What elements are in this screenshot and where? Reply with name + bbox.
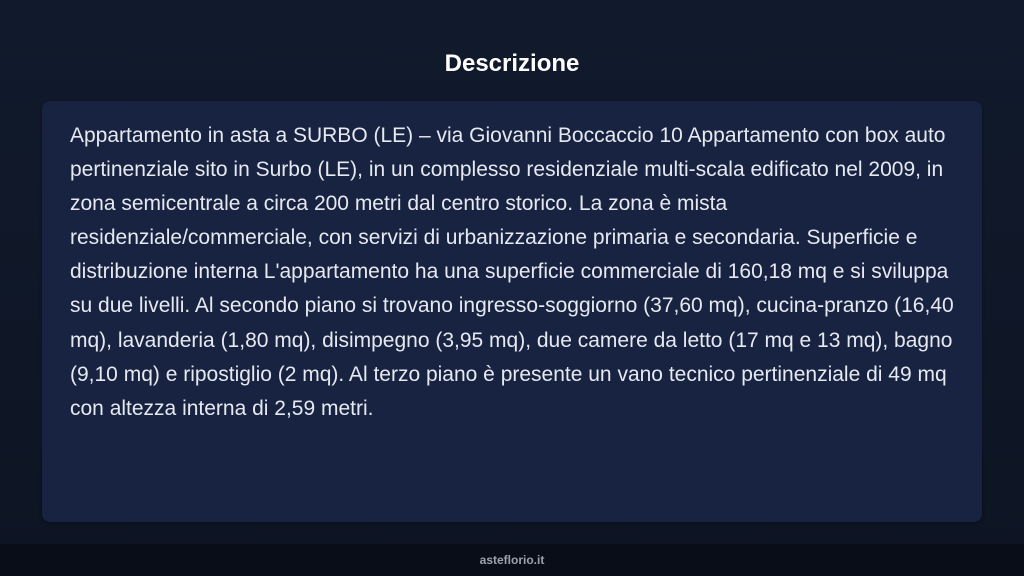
- footer-bar: [0, 544, 1024, 576]
- description-card: [42, 101, 982, 522]
- description-text: Appartamento in asta a SURBO (LE) – via Giovanni Boccaccio 10 Appartamento con box auto pertinenziale sito in Surbo (LE), in un complesso residenziale multi-scala edificato nel 2009, in zona semicentrale a circa 200 metri dal centro storico. La zona è mista residenziale/commerciale, con servizi di urbanizzazione primaria e secondaria. Superficie e distribuzione interna L'appartamento ha una superficie commerciale di 160,18 mq e si sviluppa su due livelli. Al secondo piano si trovano ingresso-soggiorno (37,60 mq), cucina-pranzo (16,40 mq), lavanderia (1,80 mq), disimpegno (3,95 mq), due camere da letto (17 mq e 13 mq), bagno (9,10 mq) e ripostiglio (2 mq). Al terzo piano è presente un vano tecnico pertinenziale di 49 mq con altezza interna di 2,59 metri.: [70, 124, 954, 420]
- footer-site-label: asteflorio.it: [479, 553, 545, 567]
- section-title: Descrizione: [444, 50, 580, 77]
